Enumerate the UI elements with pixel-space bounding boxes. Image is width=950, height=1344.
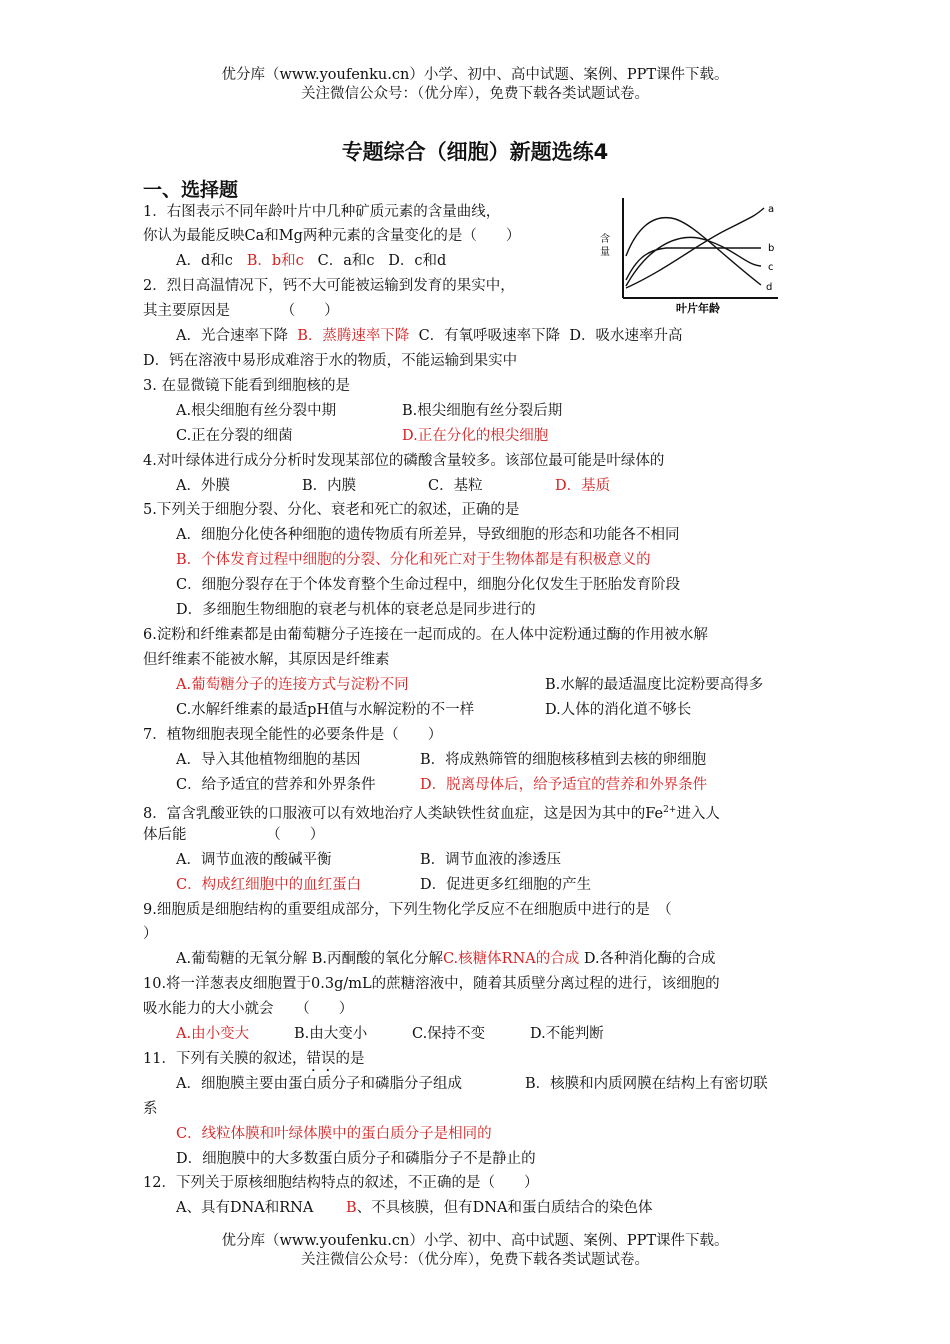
q8-stem-1a: 8．富含乳酸亚铁的口服液可以有效地治疗人类缺铁性贫血症，这是因为其中的Fe bbox=[143, 805, 664, 822]
header-line-1: 优分库（www.youfenku.cn）小学、初中、高中试题、案例、PPT课件下载。 bbox=[221, 67, 729, 83]
q10-stem-2: 吸水能力的大小就会 （ ） bbox=[143, 1001, 354, 1017]
q1-option-d: D．c和d bbox=[388, 253, 447, 269]
header-line-2: 关注微信公众号：（优分库），免费下载各类试题试卷。 bbox=[301, 86, 649, 102]
q2-option-c: C．有氧呼吸速率下降 bbox=[418, 328, 561, 344]
series-label-d: d bbox=[766, 282, 773, 293]
q8-stem-2: 体后能 （ ） bbox=[143, 827, 325, 843]
curve-b bbox=[626, 248, 761, 280]
chart-ylabel-1: 含 bbox=[600, 234, 610, 245]
q2-option-a: A．光合速率下降 bbox=[176, 328, 288, 344]
q8-option-b: B．调节血液的渗透压 bbox=[420, 852, 562, 868]
q6-option-b: B.水解的最适温度比淀粉要高得多 bbox=[545, 677, 764, 693]
q7-option-d: D．脱离母体后，给予适宜的营养和外界条件 bbox=[420, 777, 708, 793]
q8-option-d: D．促进更多红细胞的产生 bbox=[420, 877, 592, 893]
q2-option-d: D．吸水速率升高 bbox=[569, 328, 683, 344]
q3-option-d: D.正在分化的根尖细胞 bbox=[402, 428, 549, 444]
q5-option-d: D．多细胞生物细胞的衰老与机体的衰老总是同步进行的 bbox=[176, 602, 536, 618]
q11-option-a: A．细胞膜主要由蛋白质分子和磷脂分子组成 bbox=[176, 1076, 462, 1092]
q7-stem: 7．植物细胞表现全能性的必要条件是（ ） bbox=[143, 727, 443, 743]
footer-line-2: 关注微信公众号：（优分库），免费下载各类试题试卷。 bbox=[301, 1252, 649, 1268]
q12-option-b bbox=[346, 1198, 652, 1218]
q3-option-c: C.正在分裂的细菌 bbox=[176, 428, 293, 444]
q7-option-a: A．导入其他植物细胞的基因 bbox=[176, 752, 361, 768]
q3-option-b: B.根尖细胞有丝分裂后期 bbox=[402, 403, 563, 419]
q8-option-a: A．调节血液的酸碱平衡 bbox=[176, 852, 332, 868]
q5-option-c: C．细胞分裂存在于个体发育整个生命过程中，细胞分化仅发生于胚胎发育阶段 bbox=[176, 577, 681, 593]
q2-stem-1: 2．烈日高温情况下，钙不大可能被运输到发育的果实中， bbox=[143, 278, 515, 294]
q6-option-c: C.水解纤维素的最适pH值与水解淀粉的不一样 bbox=[176, 702, 475, 718]
q6-option-d: D.人体的消化道不够长 bbox=[545, 702, 692, 718]
q5-option-a: A．细胞分化使各种细胞的遗传物质有所差异，导致细胞的形态和功能各不相同 bbox=[176, 527, 680, 543]
q9-option-d: D.各种消化酶的合成 bbox=[583, 951, 716, 967]
q5-option-b bbox=[176, 550, 651, 570]
q10-option-d: D.不能判断 bbox=[530, 1026, 604, 1042]
q4-option-d: D．基质 bbox=[555, 478, 611, 494]
q9-option-b: B.丙酮酸的氧化分解 bbox=[311, 951, 443, 967]
q12-option-b-text: 、不具核膜，但有DNA和蛋白质结合的染色体 bbox=[356, 1200, 653, 1216]
q6-stem-2: 但纤维素不能被水解，其原因是纤维素 bbox=[143, 652, 390, 668]
q9-options bbox=[176, 949, 716, 969]
q11-option-b: B．核膜和内质网膜在结构上有密切联 bbox=[525, 1076, 768, 1092]
q2-options bbox=[176, 326, 683, 346]
q8-stem-1b: 进入人 bbox=[676, 805, 720, 822]
q1-options bbox=[176, 251, 446, 271]
q2-option-b: B．蒸腾速率下降 bbox=[297, 328, 410, 344]
q1-stem-2: 你认为最能反映Ca和Mg两种元素的含量变化的是（ ） bbox=[143, 228, 521, 244]
q9-option-a: A.葡萄糖的无氧分解 bbox=[176, 951, 308, 967]
q3-stem: 3. 在显微镜下能看到细胞核的是 bbox=[143, 378, 350, 394]
q4-stem: 4.对叶绿体进行成分分析时发现某部位的磷酸含量较多。该部位最可能是叶绿体的 bbox=[143, 453, 665, 469]
q7-option-c: C．给予适宜的营养和外界条件 bbox=[176, 777, 376, 793]
q5-option-b-text: B．个体发育过程中细胞的分裂、分化和死亡对于生物体都是有积极意义的 bbox=[176, 552, 651, 568]
curve-d bbox=[626, 218, 761, 285]
mineral-content-chart bbox=[596, 190, 788, 316]
q6-stem-1: 6.淀粉和纤维素都是由葡萄糖分子连接在一起而成的。在人体中淀粉通过酶的作用被水解 bbox=[143, 627, 708, 643]
chart-xlabel: 叶片年龄 bbox=[676, 302, 720, 315]
series-label-a: a bbox=[768, 204, 775, 215]
q11-option-b-cont: 系 bbox=[143, 1101, 158, 1117]
q11-stem-c: 的是 bbox=[335, 1051, 365, 1067]
chart-ylabel-2: 量 bbox=[600, 247, 610, 258]
q12-option-a: A、具有DNA和RNA bbox=[176, 1200, 314, 1216]
series-label-c: c bbox=[768, 262, 774, 273]
q10-option-c: C.保持不变 bbox=[412, 1026, 486, 1042]
q11-stem-emphasis: 错误 bbox=[306, 1051, 336, 1067]
q6-option-a: A.葡萄糖分子的连接方式与淀粉不同 bbox=[176, 677, 409, 693]
q8-sup: 2+ bbox=[663, 805, 677, 815]
q1-option-a: A．d和c bbox=[176, 253, 233, 269]
q11-stem bbox=[143, 1049, 364, 1075]
q2-option-d2: D．钙在溶液中易形成难溶于水的物质，不能运输到果实中 bbox=[143, 353, 518, 369]
q9-stem-1: 9.细胞质是细胞结构的重要组成部分，下列生物化学反应不在细胞质中进行的是 （ bbox=[143, 902, 672, 918]
q1-option-c: C．a和c bbox=[317, 253, 375, 269]
q3-option-a: A.根尖细胞有丝分裂中期 bbox=[176, 403, 337, 419]
series-label-b: b bbox=[768, 243, 775, 254]
q1-option-b: B．b和c bbox=[246, 253, 304, 269]
q1-stem-1: 1．右图表示不同年龄叶片中几种矿质元素的含量曲线， bbox=[143, 204, 501, 220]
q12-option-b-letter: B bbox=[346, 1200, 357, 1216]
q4-option-b: B．内膜 bbox=[302, 478, 357, 494]
q10-option-b: B.由大变小 bbox=[294, 1026, 368, 1042]
q7-option-b: B．将成熟筛管的细胞核移植到去核的卵细胞 bbox=[420, 752, 707, 768]
q10-stem-1: 10.将一洋葱表皮细胞置于0.3g/mL的蔗糖溶液中，随着其质壁分离过程的进行，该细胞的 bbox=[143, 976, 720, 992]
q9-stem-2: ） bbox=[143, 926, 158, 942]
q8-stem-1 bbox=[143, 800, 720, 824]
q9-option-c: C.核糖体RNA的合成 bbox=[442, 951, 580, 967]
footer-line-1: 优分库（www.youfenku.cn）小学、初中、高中试题、案例、PPT课件下载。 bbox=[221, 1233, 729, 1249]
q4-option-c: C．基粒 bbox=[428, 478, 483, 494]
curve-c bbox=[626, 237, 761, 286]
q4-option-a: A．外膜 bbox=[176, 478, 230, 494]
q12-stem: 12．下列关于原核细胞结构特点的叙述，不正确的是（ ） bbox=[143, 1175, 539, 1191]
q11-stem-a: 11．下列有关膜的叙述， bbox=[143, 1051, 307, 1067]
q11-option-c: C．线粒体膜和叶绿体膜中的蛋白质分子是相同的 bbox=[176, 1126, 492, 1142]
section-heading: 一、选择题 bbox=[143, 179, 239, 201]
q2-stem-2: 其主要原因是 （ ） bbox=[143, 303, 339, 319]
page-title: 专题综合（细胞）新题选练4 bbox=[341, 140, 609, 164]
q11-option-d: D．细胞膜中的大多数蛋白质分子和磷脂分子不是静止的 bbox=[176, 1151, 536, 1167]
q5-stem: 5.下列关于细胞分裂、分化、衰老和死亡的叙述，正确的是 bbox=[143, 502, 520, 518]
q8-option-c: C．构成红细胞中的血红蛋白 bbox=[176, 877, 362, 893]
q10-option-a: A.由小变大 bbox=[176, 1026, 250, 1042]
